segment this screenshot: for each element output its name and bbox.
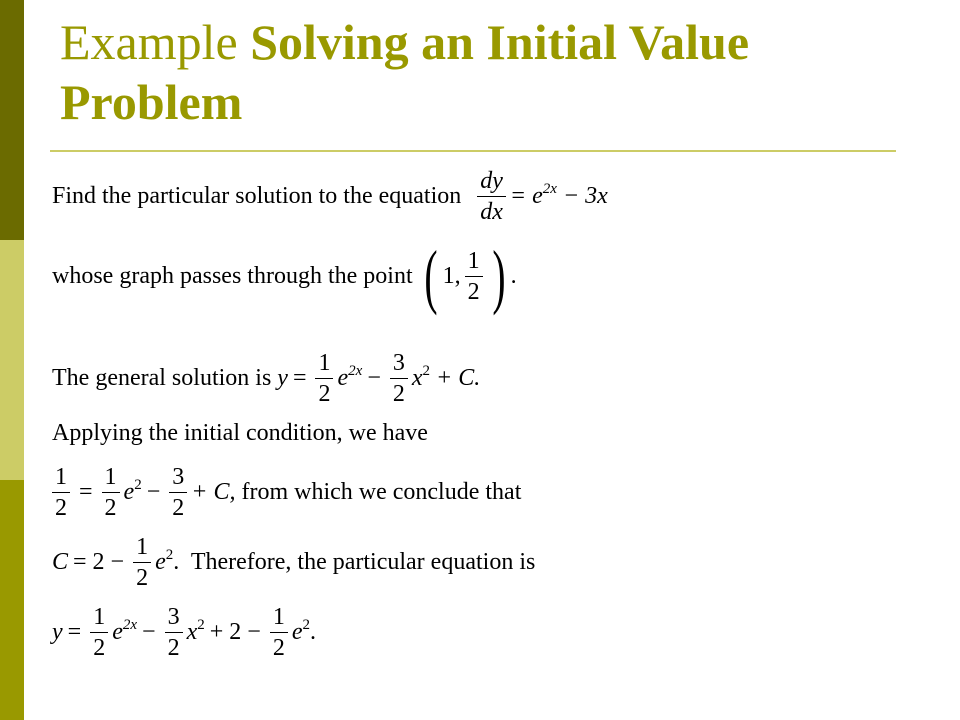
exponent: 2 bbox=[302, 617, 310, 633]
derivative-fraction bbox=[477, 166, 506, 227]
equals-sign: = bbox=[79, 479, 93, 505]
rhs-exponent: 2x bbox=[542, 181, 557, 197]
point-text: whose graph passes through the point bbox=[52, 262, 413, 289]
frac-numerator: dy bbox=[477, 166, 506, 197]
exp-term bbox=[337, 365, 362, 392]
equals-two-minus: = 2 − bbox=[73, 549, 125, 575]
frac-numerator: 1 bbox=[52, 462, 70, 493]
x-squared bbox=[187, 619, 205, 646]
frac-numerator: 3 bbox=[165, 602, 183, 633]
minus-sign: − bbox=[146, 479, 161, 505]
var-x: x bbox=[411, 365, 423, 391]
plus-two-minus: + 2 − bbox=[209, 619, 261, 645]
frac-numerator: 1 bbox=[90, 602, 108, 633]
title-prefix: Example bbox=[60, 14, 251, 70]
minus-sign: − bbox=[142, 619, 156, 645]
frac-numerator: 3 bbox=[169, 462, 187, 493]
fraction-one-half bbox=[315, 348, 333, 409]
exponent: 2x bbox=[348, 363, 363, 379]
frac-denominator: 2 bbox=[467, 278, 480, 305]
frac-denominator: 2 bbox=[93, 635, 106, 661]
point-x: 1, bbox=[442, 262, 461, 289]
e-base: e bbox=[155, 549, 166, 575]
initial-condition-text: Applying the initial condition, we have bbox=[52, 420, 428, 446]
frac-numerator: 1 bbox=[315, 348, 333, 379]
exponent: 2 bbox=[422, 363, 431, 379]
e-squared bbox=[155, 549, 173, 576]
frac-numerator: 3 bbox=[390, 348, 408, 379]
frac-denominator: dx bbox=[480, 199, 503, 225]
left-paren: ( bbox=[424, 236, 438, 316]
plus-constant: + C, bbox=[191, 479, 236, 505]
e-base: e bbox=[123, 479, 135, 505]
var-c: C bbox=[52, 549, 69, 575]
frac-numerator: 1 bbox=[133, 532, 151, 563]
point-y-fraction bbox=[465, 246, 483, 307]
var-y: y bbox=[277, 365, 288, 391]
frac-denominator: 2 bbox=[172, 495, 185, 521]
therefore-text: . Therefore, the particular equation is bbox=[173, 549, 536, 575]
frac-denominator: 2 bbox=[55, 495, 67, 521]
accent-bar-bottom bbox=[0, 480, 24, 720]
conclude-text: from which we conclude that bbox=[241, 479, 522, 505]
fraction-one-half bbox=[90, 602, 108, 663]
exponent: 2 bbox=[134, 477, 142, 493]
plus-constant: + C. bbox=[436, 365, 481, 391]
fraction-one-half bbox=[52, 462, 70, 523]
exp-term bbox=[112, 619, 137, 646]
slide-title bbox=[60, 12, 920, 132]
rhs-linear-term: − 3x bbox=[562, 183, 608, 209]
frac-denominator: 2 bbox=[272, 635, 285, 661]
period: . bbox=[510, 262, 517, 289]
exponent: 2 bbox=[165, 547, 174, 563]
var-y: y bbox=[52, 619, 63, 645]
frac-denominator: 2 bbox=[318, 381, 331, 407]
frac-numerator: 1 bbox=[102, 462, 120, 493]
accent-bar-top bbox=[0, 0, 24, 240]
particular-solution-line bbox=[52, 602, 316, 663]
accent-bar-middle bbox=[0, 240, 24, 480]
e-squared bbox=[124, 479, 142, 506]
fraction-three-halves bbox=[390, 348, 408, 409]
substitution-line bbox=[52, 462, 521, 523]
minus-sign: − bbox=[367, 365, 381, 391]
problem-line-2 bbox=[52, 236, 517, 316]
problem-text: Find the particular solution to the equation bbox=[52, 183, 462, 209]
frac-denominator: 2 bbox=[167, 635, 180, 661]
constant-line bbox=[52, 532, 535, 593]
exponent: 2x bbox=[122, 617, 138, 633]
equation-rhs bbox=[510, 183, 608, 210]
equals-sign: = bbox=[292, 365, 307, 391]
rhs-exp-base: = e bbox=[509, 183, 543, 209]
var-x: x bbox=[186, 619, 198, 645]
exponent: 2 bbox=[197, 617, 205, 633]
fraction-three-halves bbox=[169, 462, 187, 523]
frac-numerator: 1 bbox=[465, 246, 483, 277]
period: . bbox=[309, 619, 316, 645]
frac-numerator: 1 bbox=[270, 602, 288, 633]
problem-line-1 bbox=[52, 166, 608, 227]
general-solution-text: The general solution is bbox=[52, 365, 272, 391]
general-solution-line bbox=[52, 348, 480, 409]
fraction-one-half-2 bbox=[270, 602, 288, 663]
e-base: e bbox=[291, 619, 303, 645]
title-divider bbox=[50, 150, 896, 152]
title-bold: Solving an Initial Value Problem bbox=[60, 14, 750, 130]
x-squared bbox=[412, 365, 430, 392]
frac-denominator: 2 bbox=[392, 381, 405, 407]
frac-denominator: 2 bbox=[136, 565, 149, 591]
fraction-three-halves bbox=[165, 602, 183, 663]
fraction-one-half bbox=[133, 532, 151, 593]
e-squared bbox=[292, 619, 310, 646]
fraction-one-half-2 bbox=[102, 462, 120, 523]
e-base: e bbox=[337, 365, 349, 391]
initial-condition-line bbox=[52, 420, 428, 447]
e-base: e bbox=[112, 619, 123, 645]
right-paren: ) bbox=[491, 236, 506, 316]
frac-denominator: 2 bbox=[104, 495, 117, 521]
equals-sign: = bbox=[67, 619, 82, 645]
